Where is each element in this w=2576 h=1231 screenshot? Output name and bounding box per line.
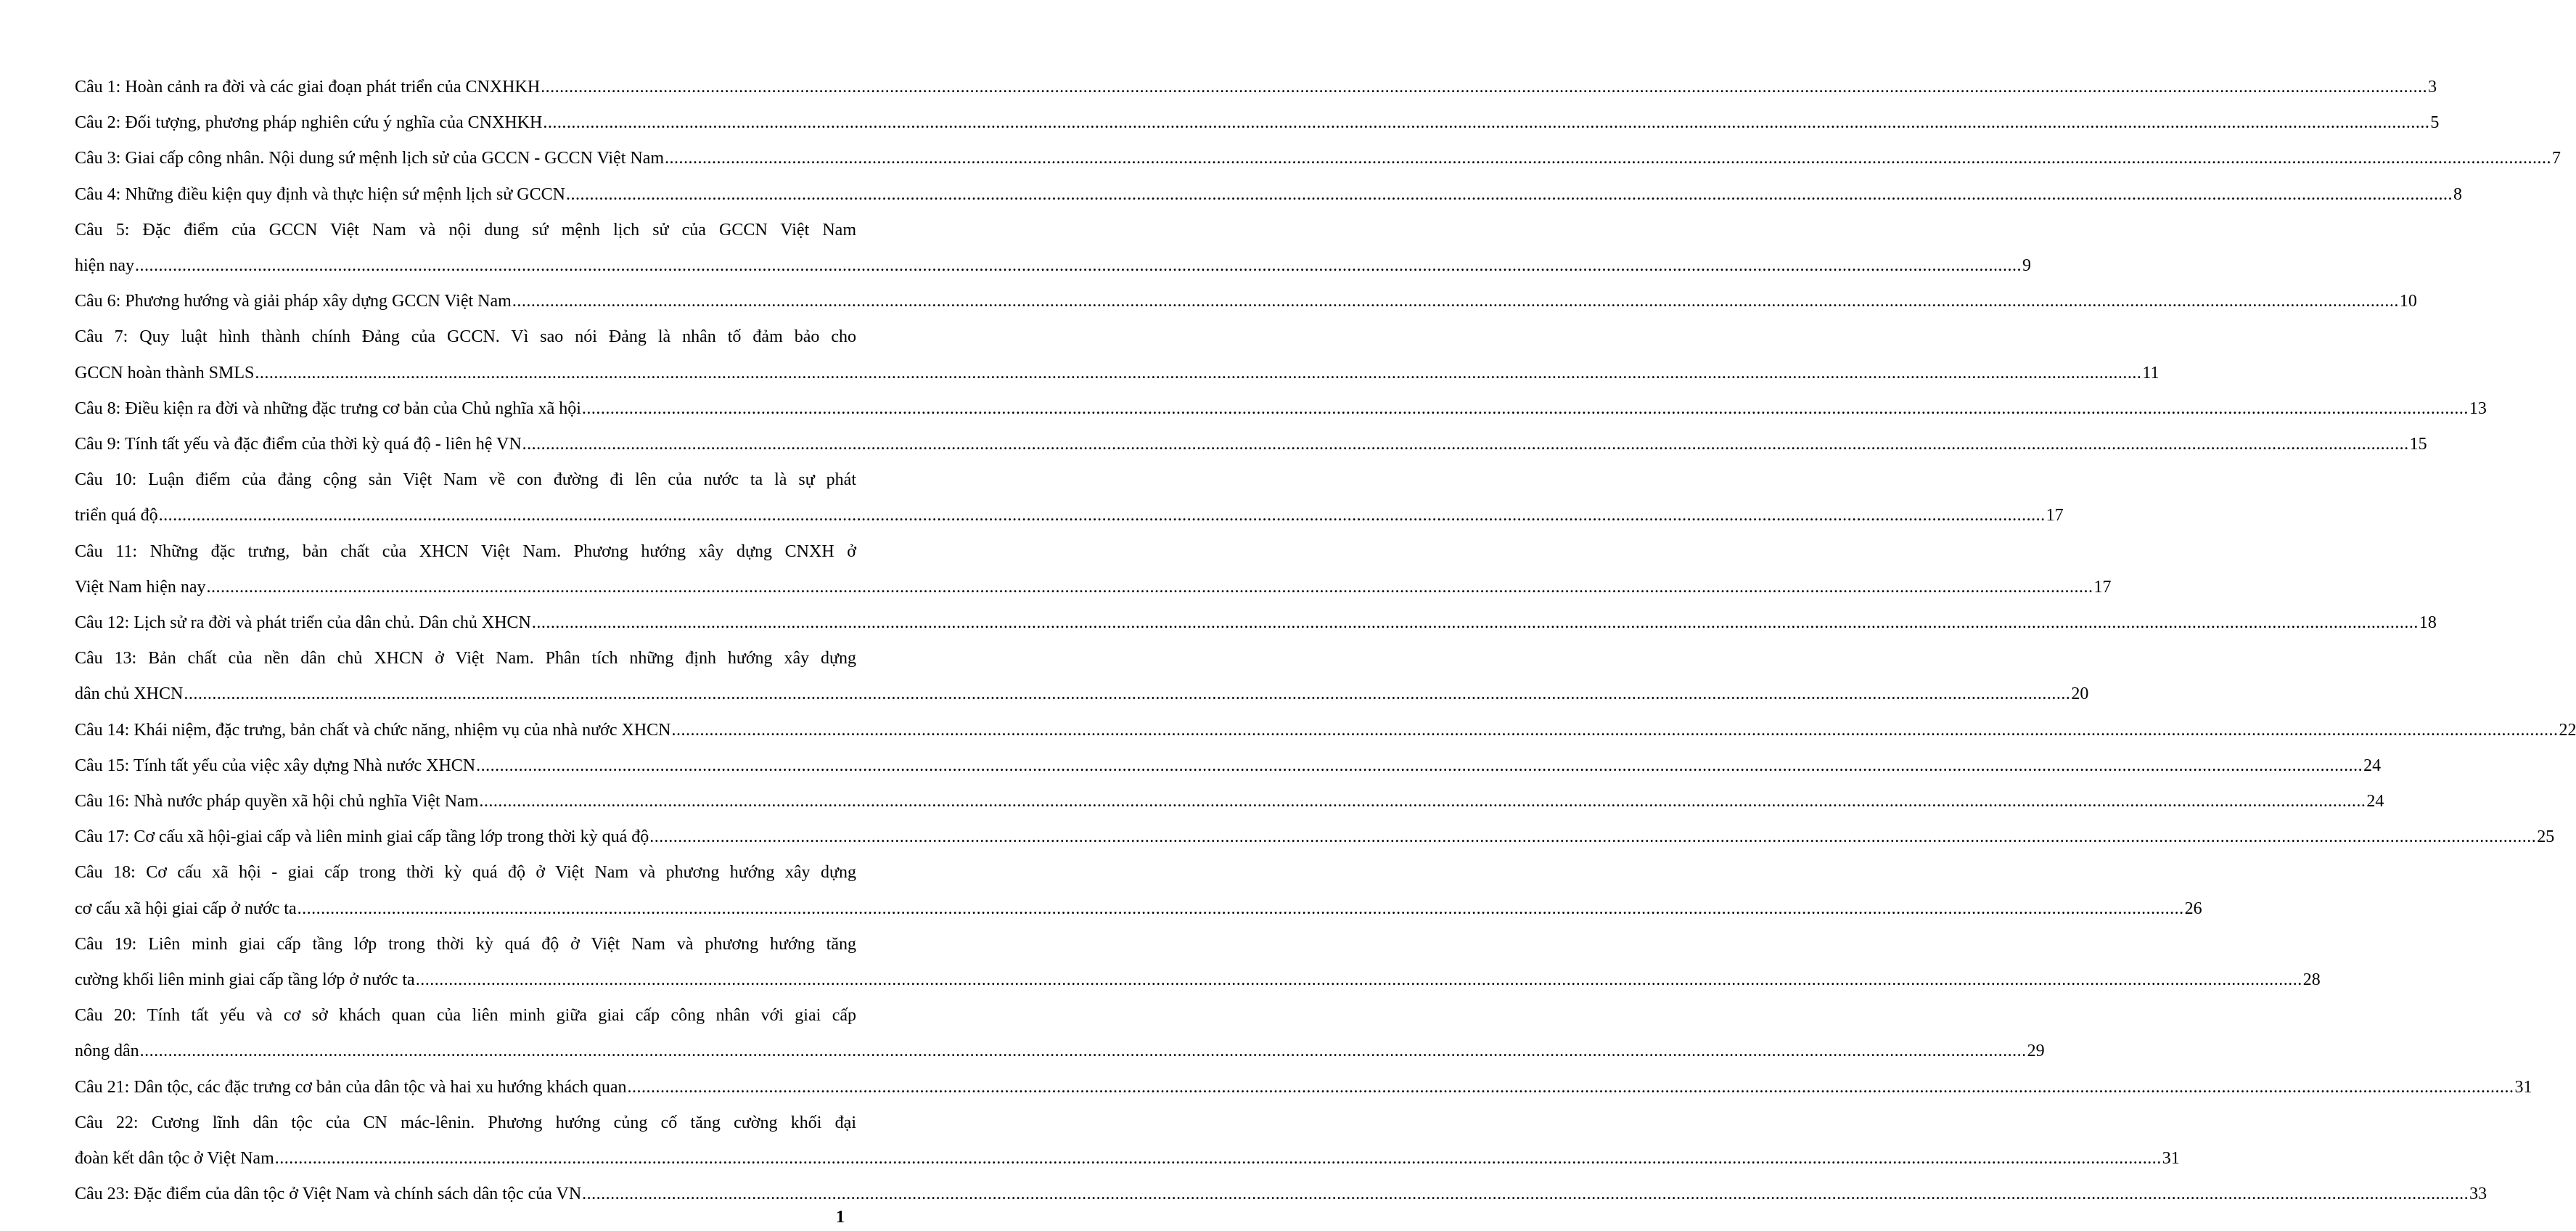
toc-entry-title: Câu 12: Lịch sử ra đời và phát triển của dân chủ. Dân chủ XHCN	[75, 613, 531, 633]
dot-leader: ................................................................................................................................................................................................................................................................................................................................................................................................................	[541, 78, 2428, 97]
dot-leader: ................................................................................................................................................................................................................................................................................................................................................................................................................	[531, 613, 2419, 633]
toc-entry-page-number: 15	[2409, 435, 2427, 454]
toc-entry-page-number: 17	[2046, 506, 2064, 525]
toc-entry[interactable]	[75, 998, 2045, 1069]
toc-entry-title: cường khối liên minh giai cấp tầng lớp ở nước ta	[75, 970, 415, 990]
toc-entry-title: Câu 21: Dân tộc, các đặc trưng cơ bản của dân tộc và hai xu hướng khách quan	[75, 1077, 627, 1097]
toc-entry-title: Câu 14: Khái niệm, đặc trưng, bản chất và chức năng, nhiệm vụ của nhà nước XHCN	[75, 720, 671, 740]
toc-entry-page-number: 3	[2428, 78, 2437, 97]
toc-entry[interactable]	[75, 462, 2064, 533]
toc-entry-title: Câu 9: Tính tất yếu và đặc điểm của thời kỳ quá độ - liên hệ VN	[75, 435, 522, 454]
toc-entry-page-number: 17	[2093, 577, 2112, 597]
dot-leader: ................................................................................................................................................................................................................................................................................................................................................................................................................	[565, 184, 2453, 204]
dot-leader: ................................................................................................................................................................................................................................................................................................................................................................................................................	[627, 1077, 2514, 1097]
toc-entry-last-line	[75, 1177, 2487, 1212]
toc-entry-last-line	[75, 1141, 2180, 1177]
toc-entry[interactable]	[75, 1105, 2180, 1177]
toc-entry-last-line	[75, 713, 2576, 748]
toc-entry-last-line	[75, 676, 2089, 712]
toc-entry-title-line: Câu 18: Cơ cấu xã hội - giai cấp trong thời kỳ quá độ ở Việt Nam và phương hướng xây dựng	[75, 863, 856, 883]
dot-leader: ................................................................................................................................................................................................................................................................................................................................................................................................................	[522, 435, 2409, 454]
toc-entry-page-number: 8	[2453, 184, 2462, 204]
toc-entry[interactable]	[75, 391, 2487, 427]
toc-entry[interactable]	[75, 1070, 2532, 1105]
toc-entry-last-line	[75, 70, 2437, 105]
dot-leader: ................................................................................................................................................................................................................................................................................................................................................................................................................	[581, 398, 2469, 418]
toc-entry-page-number: 13	[2469, 398, 2487, 418]
dot-leader: ................................................................................................................................................................................................................................................................................................................................................................................................................	[649, 827, 2537, 847]
toc-entry-page-number: 10	[2399, 292, 2417, 311]
toc-entry-title-line: Câu 7: Quy luật hình thành chính Đảng của GCCN. Vì sao nói Đảng là nhân tố đảm bảo cho	[75, 327, 856, 347]
toc-entry-title: Câu 16: Nhà nước pháp quyền xã hội chủ nghĩa Việt Nam	[75, 792, 479, 811]
toc-entry[interactable]	[75, 177, 2462, 213]
toc-entry[interactable]	[75, 784, 2384, 819]
toc-entry[interactable]	[75, 855, 2202, 926]
toc-entry-last-line	[75, 356, 2159, 391]
dot-leader: ................................................................................................................................................................................................................................................................................................................................................................................................................	[255, 363, 2142, 383]
toc-entry-page-number: 11	[2142, 363, 2159, 383]
toc-entry-title: Câu 23: Đặc điểm của dân tộc ở Việt Nam và chính sách dân tộc của VN	[75, 1185, 582, 1204]
toc-entry-title: triển quá độ	[75, 506, 158, 525]
dot-leader: ................................................................................................................................................................................................................................................................................................................................................................................................................	[479, 792, 2366, 811]
toc-entry-page-number: 28	[2302, 970, 2321, 990]
toc-entry-last-line	[75, 177, 2462, 213]
dot-leader: ................................................................................................................................................................................................................................................................................................................................................................................................................	[274, 1149, 2162, 1169]
toc-entry-title-line: Câu 22: Cương lĩnh dân tộc của CN mác-lênin. Phương hướng củng cố tăng cường khối đại	[75, 1113, 856, 1132]
dot-leader: ................................................................................................................................................................................................................................................................................................................................................................................................................	[134, 256, 2022, 276]
toc-entry-last-line	[75, 1034, 2045, 1069]
toc-entry[interactable]	[75, 605, 2437, 641]
toc-entry[interactable]	[75, 713, 2576, 748]
toc-entry-title-line: Câu 10: Luận điểm của đảng cộng sản Việt Nam về con đường đi lên của nước ta là sự phát	[75, 470, 856, 490]
toc-entry[interactable]	[75, 534, 2112, 605]
toc-entry-title-line: Câu 13: Bản chất của nền dân chủ XHCN ở Việt Nam. Phân tích những định hướng xây dựng	[75, 649, 856, 668]
toc-entry[interactable]	[75, 819, 2555, 855]
toc-entry[interactable]	[75, 213, 2031, 284]
toc-entry-title: GCCN hoàn thành SMLS	[75, 363, 255, 383]
toc-entry-page-number: 26	[2184, 899, 2202, 918]
dot-leader: ................................................................................................................................................................................................................................................................................................................................................................................................................	[671, 720, 2559, 740]
toc-entry-last-line	[75, 284, 2417, 319]
toc-entry-page-number: 24	[2366, 792, 2384, 811]
toc-entry-last-line	[75, 391, 2487, 427]
toc-entry-last-line	[75, 962, 2321, 998]
toc-entry-last-line	[75, 570, 2112, 605]
toc-entry-title: Câu 17: Cơ cấu xã hội-giai cấp và liên minh giai cấp tầng lớp trong thời kỳ quá độ	[75, 827, 649, 847]
toc-entry-last-line	[75, 141, 2561, 176]
toc-entry-title: Câu 4: Những điều kiện quy định và thực hiện sứ mệnh lịch sử GCCN	[75, 184, 565, 204]
toc-entry[interactable]	[75, 284, 2417, 319]
toc-entry[interactable]	[75, 70, 2437, 105]
toc-entry-page-number: 25	[2537, 827, 2555, 847]
toc-entry[interactable]	[75, 141, 2561, 176]
toc-entry[interactable]	[75, 927, 2321, 998]
toc-entry-title: Việt Nam hiện nay	[75, 577, 206, 597]
toc-entry-last-line	[75, 819, 2555, 855]
toc-entry[interactable]	[75, 748, 2382, 784]
table-of-contents	[75, 70, 2576, 1213]
toc-entry-page-number: 33	[2469, 1185, 2487, 1204]
dot-leader: ................................................................................................................................................................................................................................................................................................................................................................................................................	[297, 899, 2184, 918]
dot-leader: ................................................................................................................................................................................................................................................................................................................................................................................................................	[543, 113, 2430, 133]
dot-leader: ................................................................................................................................................................................................................................................................................................................................................................................................................	[476, 756, 2363, 775]
toc-entry-title: cơ cấu xã hội giai cấp ở nước ta	[75, 899, 297, 918]
toc-entry-title-line: Câu 19: Liên minh giai cấp tầng lớp trong thời kỳ quá độ ở Việt Nam và phương hướng tăng	[75, 934, 856, 954]
dot-leader: ................................................................................................................................................................................................................................................................................................................................................................................................................	[582, 1185, 2469, 1204]
dot-leader: ................................................................................................................................................................................................................................................................................................................................................................................................................	[158, 506, 2046, 525]
toc-entry-last-line	[75, 891, 2202, 927]
toc-entry-last-line	[75, 784, 2384, 819]
toc-entry-page-number: 24	[2363, 756, 2382, 775]
toc-entry-page-number: 7	[2552, 149, 2561, 168]
toc-entry-title: Câu 6: Phương hướng và giải pháp xây dựng GCCN Việt Nam	[75, 292, 512, 311]
toc-entry-last-line	[75, 248, 2031, 284]
toc-entry-title: Câu 8: Điều kiện ra đời và những đặc trưng cơ bản của Chủ nghĩa xã hội	[75, 398, 581, 418]
toc-entry[interactable]	[75, 641, 2089, 712]
toc-entry-page-number: 29	[2027, 1042, 2045, 1061]
toc-entry-title: hiện nay	[75, 256, 134, 276]
toc-entry-title: Câu 3: Giai cấp công nhân. Nội dung sứ mệnh lịch sử của GCCN - GCCN Việt Nam	[75, 149, 665, 168]
toc-entry-title: Câu 2: Đối tượng, phương pháp nghiên cứu ý nghĩa của CNXHKH	[75, 113, 543, 133]
toc-entry-last-line	[75, 498, 2064, 533]
toc-entry-page-number: 31	[2514, 1077, 2532, 1097]
toc-entry-last-line	[75, 1070, 2532, 1105]
toc-entry-last-line	[75, 748, 2382, 784]
toc-entry-title: Câu 1: Hoàn cảnh ra đời và các giai đoạn phát triển của CNXHKH	[75, 78, 541, 97]
toc-entry-title: nông dân	[75, 1042, 139, 1061]
toc-entry-title: Câu 15: Tính tất yếu của việc xây dựng Nhà nước XHCN	[75, 756, 476, 775]
dot-leader: ................................................................................................................................................................................................................................................................................................................................................................................................................	[206, 577, 2093, 597]
toc-entry-last-line	[75, 105, 2440, 141]
toc-entry-title: đoàn kết dân tộc ở Việt Nam	[75, 1149, 274, 1169]
dot-leader: ................................................................................................................................................................................................................................................................................................................................................................................................................	[415, 970, 2302, 990]
dot-leader: ................................................................................................................................................................................................................................................................................................................................................................................................................	[512, 292, 2399, 311]
toc-entry-title-line: Câu 11: Những đặc trưng, bản chất của XHCN Việt Nam. Phương hướng xây dựng CNXH ở	[75, 541, 856, 561]
dot-leader: ................................................................................................................................................................................................................................................................................................................................................................................................................	[184, 684, 2071, 704]
toc-entry-title-line: Câu 5: Đặc điểm của GCCN Việt Nam và nội dung sứ mệnh lịch sử của GCCN Việt Nam	[75, 220, 856, 240]
toc-entry-title: dân chủ XHCN	[75, 684, 184, 704]
toc-entry-title-line: Câu 20: Tính tất yếu và cơ sở khách quan của liên minh giữa giai cấp công nhân với giai cấp	[75, 1006, 856, 1026]
toc-entry-page-number: 5	[2430, 113, 2440, 133]
toc-entry[interactable]	[75, 1177, 2487, 1212]
toc-entry-page-number: 31	[2162, 1149, 2180, 1169]
toc-entry[interactable]	[75, 427, 2427, 462]
toc-entry[interactable]	[75, 319, 2159, 390]
toc-entry[interactable]	[75, 105, 2440, 141]
dot-leader: ................................................................................................................................................................................................................................................................................................................................................................................................................	[139, 1042, 2027, 1061]
dot-leader: ................................................................................................................................................................................................................................................................................................................................................................................................................	[665, 149, 2552, 168]
toc-entry-last-line	[75, 427, 2427, 462]
page-number: 1	[836, 1208, 845, 1227]
toc-entry-page-number: 20	[2071, 684, 2089, 704]
toc-entry-page-number: 22	[2559, 720, 2576, 740]
toc-entry-page-number: 9	[2022, 256, 2031, 276]
toc-entry-last-line	[75, 605, 2437, 641]
toc-entry-page-number: 18	[2419, 613, 2437, 633]
